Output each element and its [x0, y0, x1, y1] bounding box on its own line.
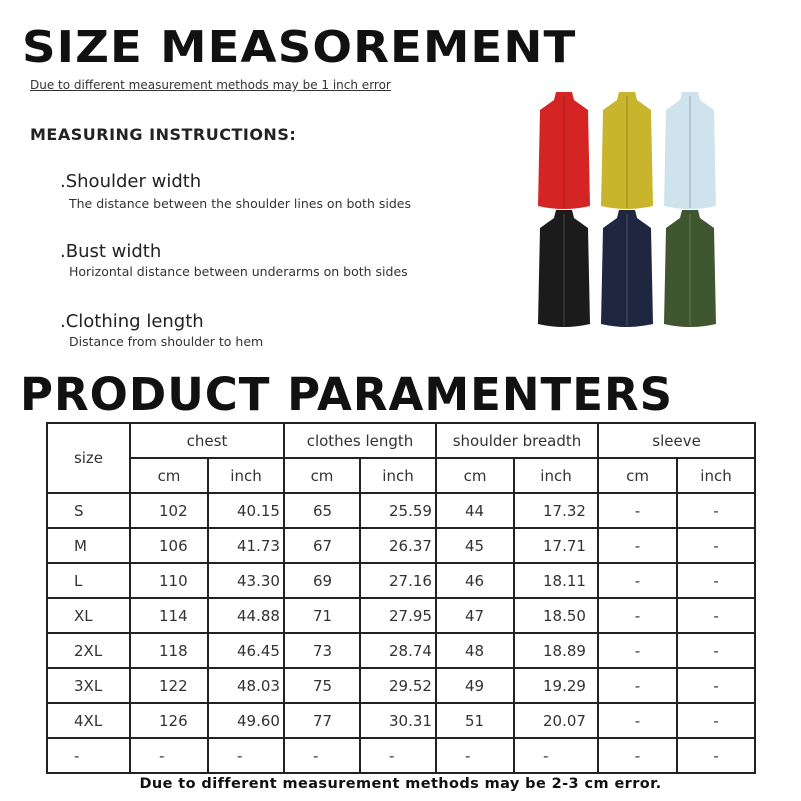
sleeve-header: sleeve: [598, 423, 755, 458]
table-row: [47, 493, 755, 528]
table-row: [47, 668, 755, 703]
table-row: [47, 703, 755, 738]
bust-width-title: .Bust width: [60, 241, 162, 262]
value-cell: -: [514, 738, 598, 773]
size-chart-table: [46, 422, 756, 774]
unit-header: cm: [130, 458, 208, 493]
value-cell: 29.52: [360, 668, 436, 703]
value-cell: 28.74: [360, 633, 436, 668]
value-cell: 26.37: [360, 528, 436, 563]
unit-header: cm: [436, 458, 514, 493]
vest-light-blue: [664, 92, 716, 209]
value-cell: 30.31: [360, 703, 436, 738]
vest-black: [538, 210, 590, 327]
value-cell: 17.71: [514, 528, 598, 563]
size-header: size: [47, 423, 130, 493]
value-cell: 75: [284, 668, 360, 703]
group-header-row: [47, 423, 755, 458]
value-cell: -: [677, 528, 755, 563]
size-rows: [47, 493, 755, 773]
value-cell: -: [436, 738, 514, 773]
value-cell: 18.50: [514, 598, 598, 633]
clothing-length-desc: Distance from shoulder to hem: [69, 334, 264, 349]
value-cell: -: [598, 563, 677, 598]
value-cell: -: [677, 493, 755, 528]
measurement-note: Due to different measurement methods may be 1 inch error: [30, 78, 391, 92]
size-cell: 3XL: [47, 668, 130, 703]
unit-header: inch: [208, 458, 284, 493]
size-cell: S: [47, 493, 130, 528]
vest-navy: [601, 210, 653, 327]
value-cell: -: [598, 633, 677, 668]
value-cell: 106: [130, 528, 208, 563]
value-cell: 18.11: [514, 563, 598, 598]
page-title: SIZE MEASOREMENT: [22, 22, 577, 73]
value-cell: -: [598, 528, 677, 563]
table-row: [47, 633, 755, 668]
value-cell: 40.15: [208, 493, 284, 528]
value-cell: -: [677, 703, 755, 738]
value-cell: -: [598, 493, 677, 528]
value-cell: -: [677, 633, 755, 668]
unit-header: inch: [360, 458, 436, 493]
unit-header-row: [47, 458, 755, 493]
table-row: [47, 528, 755, 563]
value-cell: 126: [130, 703, 208, 738]
value-cell: 71: [284, 598, 360, 633]
vest-color-grid: [528, 90, 728, 330]
table-row: [47, 738, 755, 773]
size-cell: 4XL: [47, 703, 130, 738]
clothing-length-title: .Clothing length: [60, 311, 204, 332]
value-cell: -: [360, 738, 436, 773]
clothes-length-header: clothes length: [284, 423, 436, 458]
value-cell: 110: [130, 563, 208, 598]
table-row: [47, 563, 755, 598]
value-cell: 114: [130, 598, 208, 633]
value-cell: -: [677, 738, 755, 773]
value-cell: 49: [436, 668, 514, 703]
value-cell: 41.73: [208, 528, 284, 563]
instructions-title: MEASURING INSTRUCTIONS:: [30, 125, 297, 144]
value-cell: 44: [436, 493, 514, 528]
value-cell: 69: [284, 563, 360, 598]
footer-note: Due to different measurement methods may be 2-3 cm error.: [139, 776, 662, 792]
value-cell: 20.07: [514, 703, 598, 738]
value-cell: -: [284, 738, 360, 773]
value-cell: -: [598, 668, 677, 703]
value-cell: 67: [284, 528, 360, 563]
chest-header: chest: [130, 423, 284, 458]
unit-header: cm: [284, 458, 360, 493]
size-cell: XL: [47, 598, 130, 633]
value-cell: 102: [130, 493, 208, 528]
value-cell: 122: [130, 668, 208, 703]
unit-header: inch: [677, 458, 755, 493]
value-cell: 49.60: [208, 703, 284, 738]
value-cell: -: [208, 738, 284, 773]
value-cell: 18.89: [514, 633, 598, 668]
value-cell: 65: [284, 493, 360, 528]
vest-yellow: [601, 92, 653, 209]
value-cell: 45: [436, 528, 514, 563]
vest-red: [538, 92, 590, 209]
shoulder-breadth-header: shoulder breadth: [436, 423, 598, 458]
bust-width-desc: Horizontal distance between underarms on both sides: [69, 264, 408, 279]
value-cell: 19.29: [514, 668, 598, 703]
vest-army-green: [664, 210, 716, 327]
shoulder-width-title: .Shoulder width: [60, 171, 202, 192]
value-cell: -: [598, 738, 677, 773]
value-cell: 44.88: [208, 598, 284, 633]
value-cell: 46: [436, 563, 514, 598]
value-cell: -: [598, 703, 677, 738]
size-cell: M: [47, 528, 130, 563]
value-cell: 48: [436, 633, 514, 668]
value-cell: 17.32: [514, 493, 598, 528]
size-cell: 2XL: [47, 633, 130, 668]
product-parameters-title: PRODUCT PARAMENTERS: [20, 368, 673, 421]
shoulder-width-desc: The distance between the shoulder lines on both sides: [69, 196, 411, 211]
unit-header: inch: [514, 458, 598, 493]
size-cell: -: [47, 738, 130, 773]
value-cell: 77: [284, 703, 360, 738]
value-cell: 25.59: [360, 493, 436, 528]
value-cell: 27.16: [360, 563, 436, 598]
value-cell: -: [598, 598, 677, 633]
value-cell: 118: [130, 633, 208, 668]
value-cell: -: [677, 563, 755, 598]
value-cell: -: [130, 738, 208, 773]
value-cell: 51: [436, 703, 514, 738]
value-cell: -: [677, 668, 755, 703]
table-row: [47, 598, 755, 633]
size-cell: L: [47, 563, 130, 598]
value-cell: 73: [284, 633, 360, 668]
value-cell: 46.45: [208, 633, 284, 668]
value-cell: -: [677, 598, 755, 633]
value-cell: 27.95: [360, 598, 436, 633]
unit-header: cm: [598, 458, 677, 493]
value-cell: 48.03: [208, 668, 284, 703]
value-cell: 43.30: [208, 563, 284, 598]
value-cell: 47: [436, 598, 514, 633]
